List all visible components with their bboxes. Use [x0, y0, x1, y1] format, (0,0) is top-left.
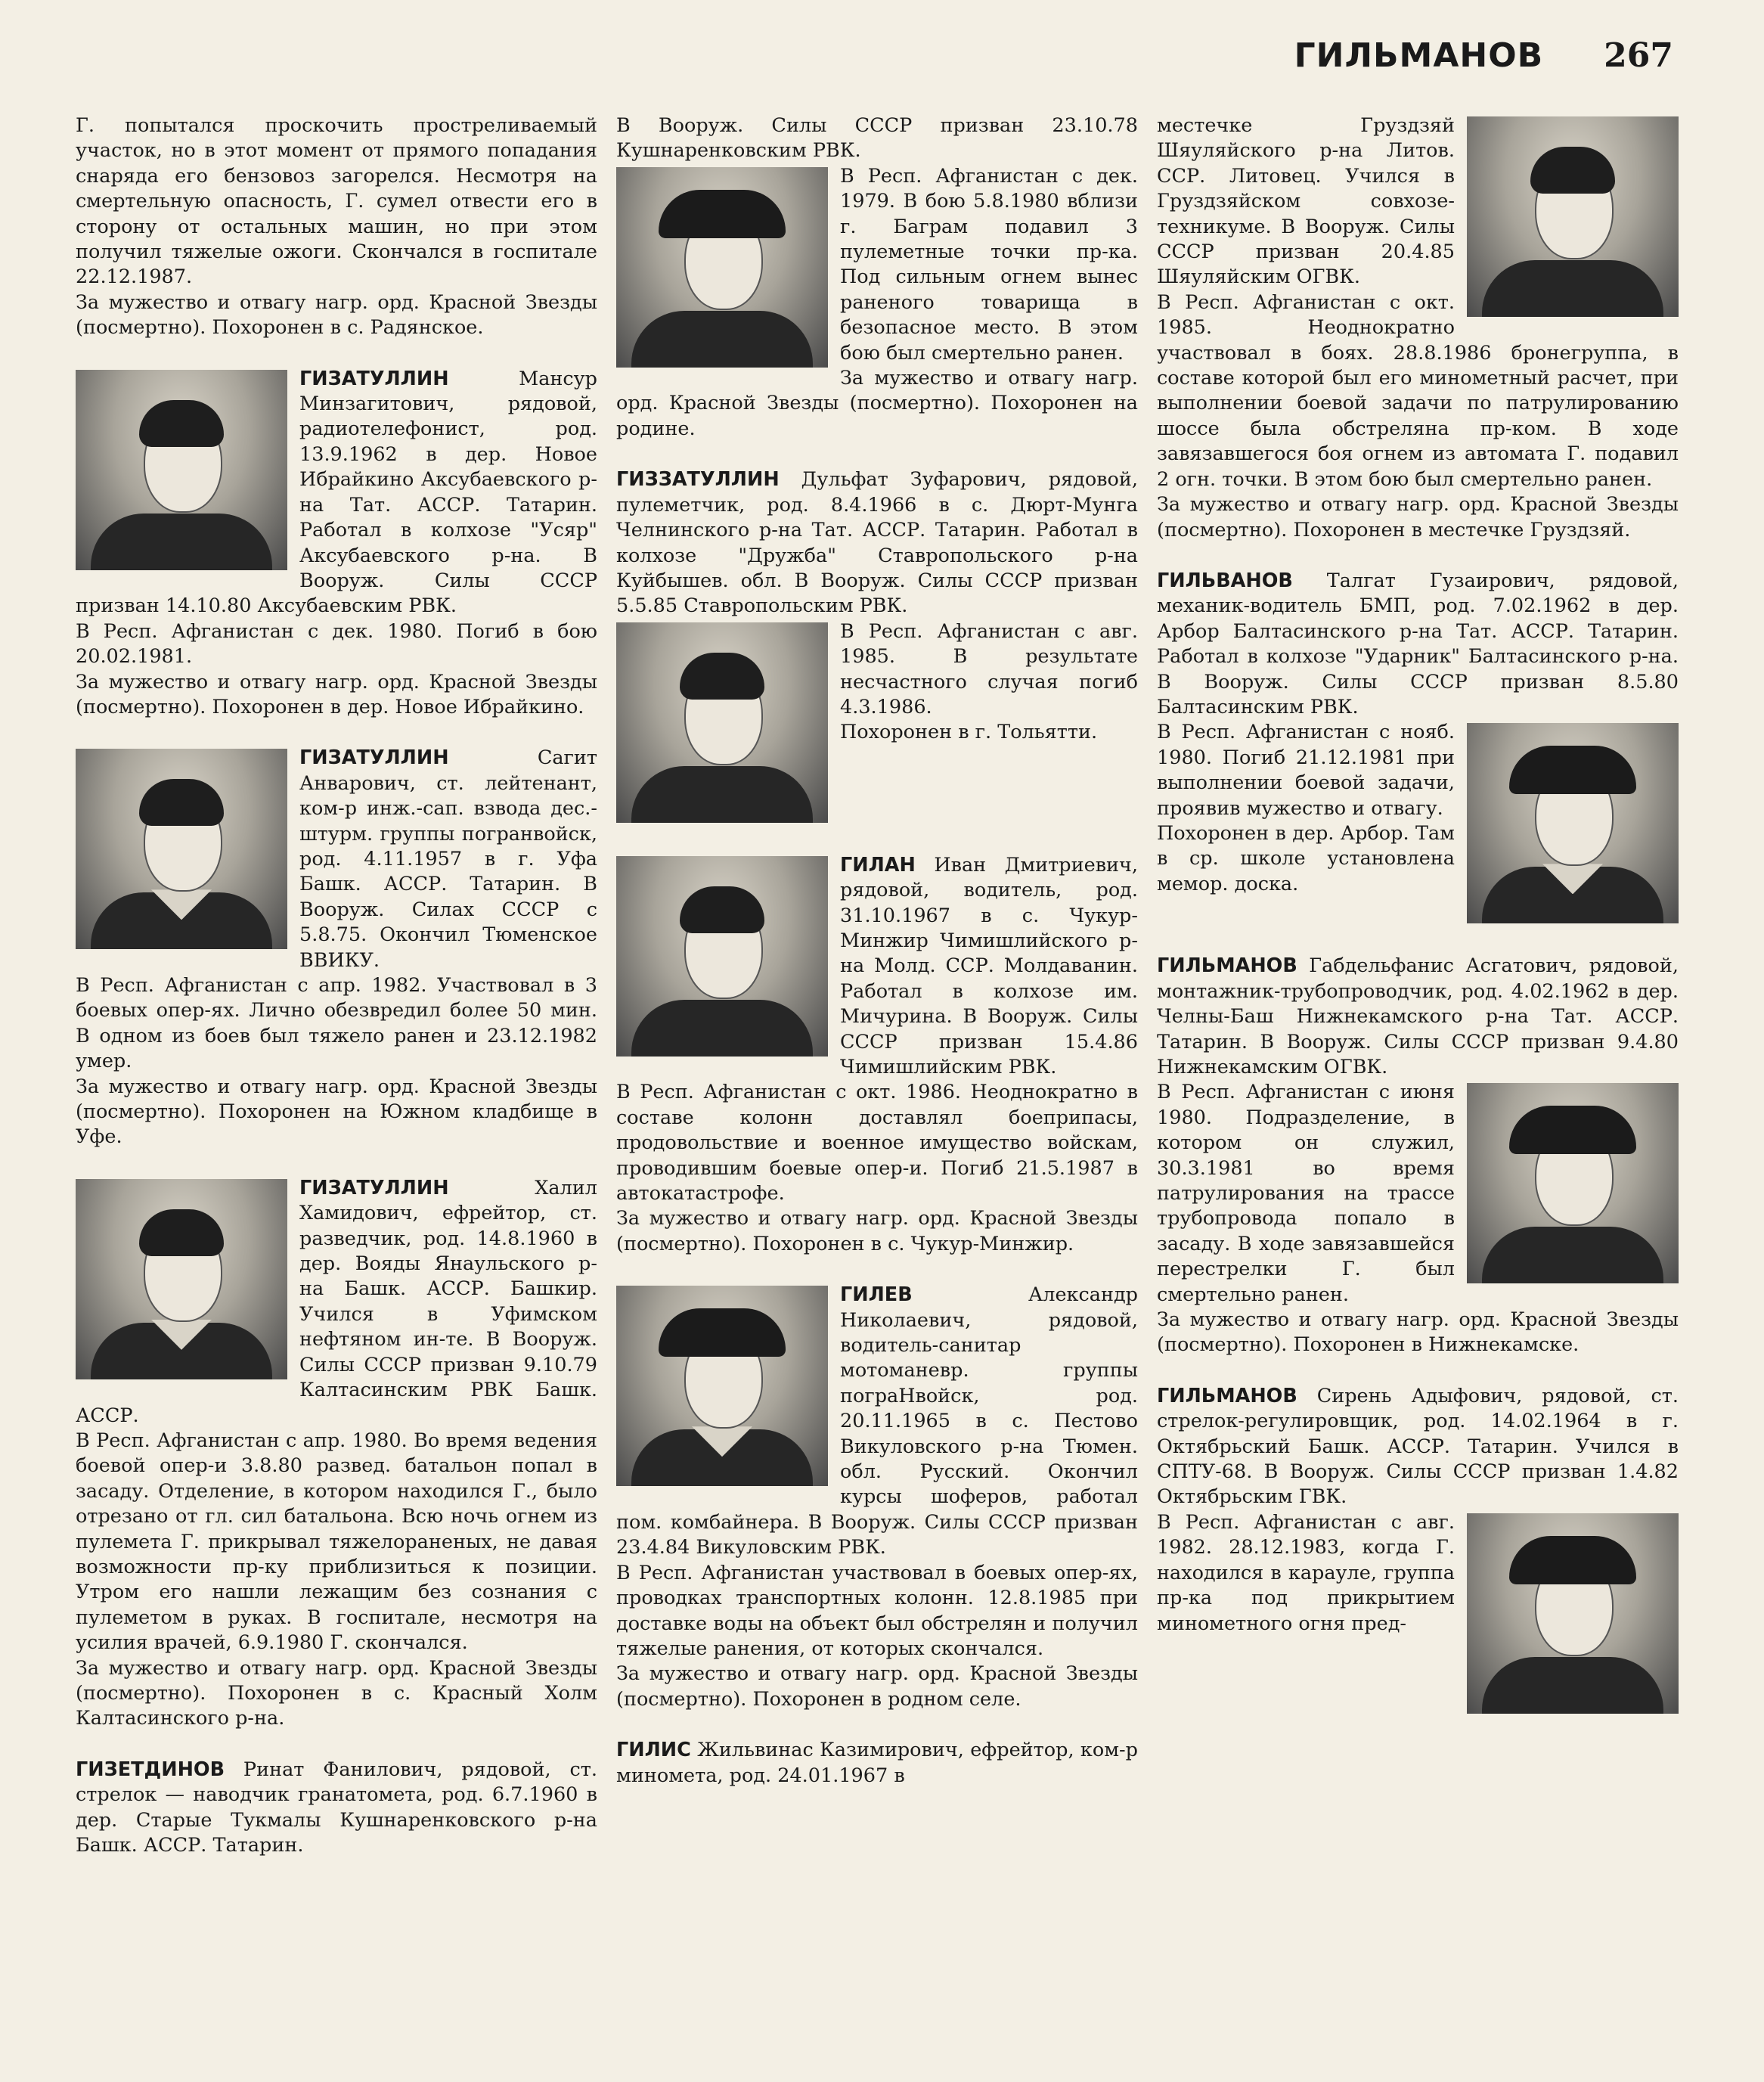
- entry-award: За мужество и отвагу нагр. орд. Красной Звезды (посмертно). Похоронен на родине.: [616, 367, 1138, 440]
- entry-award: За мужество и отвагу нагр. орд. Красной Звезды (посмертно). Похоронен в Нижнекамске.: [1157, 1308, 1679, 1357]
- entry-surname: ГИЛИС: [616, 1739, 691, 1762]
- portrait-photo: [616, 1286, 828, 1486]
- biography-entry: [616, 467, 1138, 827]
- entry-surname: ГИЛАН: [840, 853, 916, 877]
- biography-entry: [1157, 954, 1679, 1358]
- entry-text: Талгат Гузаирович, рядовой, механик-водитель БМП, род. 7.02.1962 в дер. Арбор Балтасинского р-на Тат. АССР. Татарин. Работал в колхозе "Ударник" Балтасинского р-на. В Вооруж. Силы СССР призван 8.5.80 Балтасинским РВК.: [1157, 569, 1679, 718]
- entry-award: Похоронен в г. Тольятти.: [840, 721, 1098, 744]
- portrait-photo: [616, 167, 828, 368]
- column-1: [76, 113, 597, 1884]
- running-header: [1294, 36, 1673, 75]
- entry-text: Александр Николаевич, рядовой, водитель-санитар мотоманевр. группы пограНвойск, род. 20.11.1965 в с. Пестово Викуловского р-на Тюмен. обл. Русский. Окончил курсы шоферов, работал пом. комбайнера. В Вооруж. Силы СССР призван 23.4.84 Викуловским РВК.: [616, 1283, 1138, 1559]
- entry-text: Ринат Фанилович, рядовой, ст. стрелок — наводчик гранатомета, род. 6.7.1960 в дер. Старые Тукмалы Кушнаренковского р-на Башк. АССР. Татарин.: [76, 1758, 598, 1857]
- entry-service: В Респ. Афганистан с дек. 1980. Погиб в бою 20.02.1981.: [76, 619, 597, 669]
- entry-service: В Респ. Афганистан с окт. 1986. Неоднократно в составе колонн доставлял боеприпасы, продовольствие и военное имущество войскам, проводившим боевые опер-и. Погиб 21.5.1987 в автокатастрофе.: [616, 1081, 1138, 1205]
- entry-text: местечке Груздзяй Шяуляйского р-на Литов. ССР. Литовец. Учился в Груздзяйском совхозе-техникуме. В Вооруж. Силы СССР призван 20.4.85 Шяуляйским ОГВК.: [1157, 114, 1455, 289]
- entry-surname: ГИЗАТУЛЛИН: [299, 367, 449, 390]
- entry-service: В Респ. Афганистан с нояб. 1980. Погиб 21.12.1981 при выполнении боевой задачи, проявив мужество и отвагу.: [1157, 721, 1455, 820]
- biography-entry: [616, 1738, 1138, 1789]
- entry-service: В Респ. Афганистан с апр. 1982. Участвовал в 3 боевых опер-ях. Лично обезвредил более 50 мин. В одном из боев был тяжело ранен и 23.12.1982 умер.: [76, 974, 597, 1073]
- entry-service: В Респ. Афганистан с июня 1980. Подразделение, в котором он служил, 30.3.1981 во время патрулирования на трассе трубопровода попало в засаду. В ходе завязавшейся перестрелки Г. был смертельно ранен.: [1157, 1081, 1455, 1306]
- entry-service: В Респ. Афганистан с авг. 1985. В результате несчастного случая погиб 4.3.1986.: [840, 619, 1138, 718]
- portrait-photo: [76, 370, 287, 570]
- biography-entry: [1157, 569, 1679, 928]
- running-title: ГИЛЬМАНОВ: [1294, 36, 1544, 75]
- entry-award: За мужество и отвагу нагр. орд. Красной Звезды (посмертно). Похоронен в родном селе.: [616, 1662, 1138, 1711]
- continuation-entry: [616, 113, 1138, 442]
- entry-text: Сирень Адыфович, рядовой, ст. стрелок-регулировщик, род. 14.02.1964 в г. Октябрьский Башк. АССР. Татарин. Учился в СПТУ-68. В Вооруж. Силы СССР призван 1.4.82 Октябрьским ГВК.: [1157, 1384, 1679, 1509]
- biography-entry: [76, 1176, 597, 1732]
- portrait-photo: [616, 622, 828, 823]
- biography-entry: [616, 1283, 1138, 1712]
- biography-entry: [76, 1758, 597, 1859]
- entry-surname: ГИЗЕТДИНОВ: [76, 1758, 225, 1781]
- portrait-photo: [616, 856, 828, 1057]
- entry-text: Габдельфанис Асгатович, рядовой, монтажник-трубопроводчик, род. 4.02.1962 в дер. Челны-Баш Нижнекамского р-на Тат. АССР. Татарин. В Вооруж. Силы СССР призван 9.4.80 Нижнекамским ОГВК.: [1157, 954, 1679, 1078]
- entry-text: Жильвинас Казимирович, ефрейтор, ком-р миномета, род. 24.01.1967 в: [616, 1739, 1138, 1787]
- entry-service: В Респ. Афганистан с окт. 1985. Неоднократно участвовал в боях. 28.8.1986 бронегруппа, в составе которой был его минометный расчет, при выполнении боевой задачи по патрулированию шоссе была обстреляна пр-ком. В ходе завязавшегося боя огнем из автомата Г. подавил 2 огн. точки. В этом бою был смертельно ранен.: [1157, 290, 1679, 491]
- continuation-entry: [76, 113, 597, 341]
- entry-text: Г. попытался проскочить простреливаемый участок, но в этот момент от прямого попадания снаряда его бензовоз загорелся. Несмотря на смертельную опасность, Г. сумел отвести его в сторону от остальных машин, но при этом получил тяжелые ожоги. Скончался в госпитале 22.12.1987.: [76, 114, 597, 289]
- entry-award: За мужество и отвагу нагр. орд. Красной Звезды (посмертно). Похоронен в дер. Новое Ибрайкино.: [76, 670, 597, 718]
- entry-surname: ГИЛЬМАНОВ: [1157, 954, 1297, 978]
- entry-surname: ГИЛЕВ: [840, 1283, 913, 1307]
- entry-award: За мужество и отвагу нагр. орд. Красной Звезды (посмертно). Похоронен в с. Красный Холм Калтасинского р-на.: [76, 1656, 597, 1730]
- page-number: 267: [1604, 36, 1673, 75]
- entry-service: В Респ. Афганистан с авг. 1982. 28.12.1983, когда Г. находился в карауле, группа пр-ка под прикрытием минометного огня пред-: [1157, 1510, 1455, 1635]
- entry-service: В Респ. Афганистан с апр. 1980. Во время ведения боевой опер-и 3.8.80 развед. батальон попал в засаду. Отделение, в котором находился Г., было отрезано от гл. сил батальона. Всю ночь огнем из пулемета Г. прикрывал тяжелораненых, не давая возможности пр-ку приблизиться к позиции. Утром его нашли лежащим без сознания с пулеметом в руках. В госпитале, несмотря на усилия врачей, 6.9.1980 Г. скончался.: [76, 1429, 597, 1655]
- column-2: [616, 113, 1138, 1814]
- entry-service: В Респ. Афганистан с дек. 1979. В бою 5.8.1980 вблизи г. Баграм подавил 3 пулеметные точки пр-ка. Под сильным огнем вынес раненого товарища в безопасное место. В этом бою был смертельно ранен.: [840, 164, 1138, 365]
- entry-surname: ГИЛЬВАНОВ: [1157, 569, 1293, 592]
- biography-entry: [76, 367, 597, 721]
- continuation-entry: [1157, 113, 1679, 543]
- portrait-photo: [76, 1179, 287, 1379]
- portrait-photo: [76, 749, 287, 949]
- entry-surname: ГИЗАТУЛЛИН: [299, 746, 449, 770]
- portrait-photo: [1467, 1083, 1679, 1283]
- entry-award: За мужество и отвагу нагр. орд. Красной Звезды (посмертно). Похоронен на Южном кладбище в Уфе.: [76, 1075, 597, 1149]
- entry-award: За мужество и отвагу нагр. орд. Красной Звезды (посмертно). Похоронен в с. Радянское.: [76, 290, 597, 340]
- entry-surname: ГИЗЗАТУЛЛИН: [616, 468, 780, 492]
- portrait-photo: [1467, 116, 1679, 317]
- biography-entry: [1157, 1384, 1679, 1637]
- entry-text: Иван Дмитриевич, рядовой, водитель, род. 31.10.1967 в с. Чукур-Минжир Чимишлийского р-на Молд. ССР. Молдаванин. Работал в колхозе им. Мичурина. В Вооруж. Силы СССР призван 15.4.86 Чимишлийским РВК.: [840, 853, 1139, 1078]
- biography-entry: [76, 746, 597, 1150]
- entry-award: За мужество и отвагу нагр. орд. Красной Звезды (посмертно). Похоронен в с. Чукур-Минжир.: [616, 1207, 1138, 1255]
- portrait-photo: [1467, 1513, 1679, 1714]
- biography-entry: [616, 853, 1138, 1258]
- entry-service: В Респ. Афганистан участвовал в боевых опер-ях, проводках транспортных колонн. 12.8.1985 при доставке воды на объект был обстрелян и получил тяжелые ранения, от которых скончался.: [616, 1561, 1138, 1660]
- entry-text: Дульфат Зуфарович, рядовой, пулеметчик, род. 8.4.1966 в с. Дюрт-Мунга Челнинского р-на Тат. АССР. Татарин. Работал в колхозе "Дружба" Ставропольского р-на Куйбышев. обл. В Вооруж. Силы СССР призван 5.5.85 Ставропольским РВК.: [616, 468, 1138, 618]
- entry-surname: ГИЗАТУЛЛИН: [299, 1176, 449, 1199]
- entry-text: Сагит Анварович, ст. лейтенант, ком-р инж.-сап. взвода дес.-штурм. группы погранвойск, род. 4.11.1957 в г. Уфа Башк. АССР. Татарин. В Вооруж. Силах СССР с 5.8.75. Окончил Тюменское ВВИКУ.: [299, 746, 597, 972]
- portrait-photo: [1467, 723, 1679, 923]
- entry-award: За мужество и отвагу нагр. орд. Красной Звезды (посмертно). Похоронен в местечке Груздзяй.: [1157, 493, 1679, 541]
- column-3: [1157, 113, 1679, 1718]
- entry-text: В Вооруж. Силы СССР призван 23.10.78 Кушнаренковским РВК.: [616, 114, 1138, 163]
- entry-text: Мансур Минзагитович, рядовой, радиотелефонист, род. 13.9.1962 в дер. Новое Ибрайкино Аксубаевского р-на Тат. АССР. Татарин. Работал в колхозе "Усяр" Аксубаевского р-на. В Вооруж. Силы СССР призван 14.10.80 Аксубаевским РВК.: [76, 367, 597, 618]
- entry-award: Похоронен в дер. Арбор. Там в ср. школе установлена мемор. доска.: [1157, 821, 1455, 895]
- entry-text: Халил Хамидович, ефрейтор, ст. разведчик, род. 14.8.1960 в дер. Вояды Янаульского р-на Башк. АССР. Башкир. Учился в Уфимском нефтяном ин-те. В Вооруж. Силы СССР призван 9.10.79 Калтасинским РВК Башк. АССР.: [76, 1176, 597, 1427]
- entry-surname: ГИЛЬМАНОВ: [1157, 1384, 1297, 1407]
